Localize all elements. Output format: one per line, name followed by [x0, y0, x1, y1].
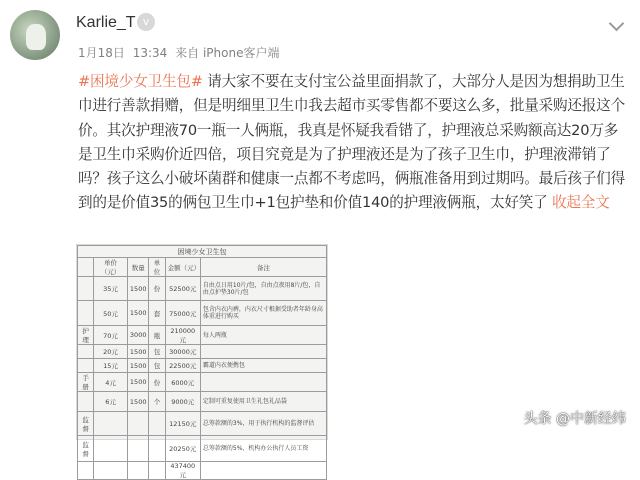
table-header-label	[78, 258, 94, 277]
table-cell-price: 4元	[94, 373, 128, 392]
table-cell-amount: 437400元	[165, 462, 200, 480]
table-header-amount: 金额（元）	[165, 258, 200, 277]
table-cell-unit: 份	[149, 373, 165, 392]
table-row	[78, 462, 327, 480]
table-cell-price	[94, 412, 128, 436]
table-row	[78, 326, 327, 345]
table-cell-price: 15元	[94, 359, 128, 373]
table-caption: 困境少女卫生包	[78, 246, 327, 258]
table-row	[78, 345, 327, 359]
table-cell-note: 总筹款额的5%，机构办公执行人员工资	[200, 436, 326, 462]
watermark: 头条 @中新经纬	[523, 411, 626, 427]
table-header-price: 单价（元）	[94, 258, 128, 277]
post-source: 来自 iPhone客户端	[175, 46, 280, 60]
table-row	[78, 392, 327, 412]
table-cell-qty: 1500	[127, 345, 149, 359]
table-row	[78, 301, 327, 326]
table-cell-amount: 6000元	[165, 373, 200, 392]
table-cell-label	[78, 392, 94, 412]
table-cell-unit	[149, 412, 165, 436]
table-cell-unit: 包	[149, 345, 165, 359]
table-cell-note	[200, 345, 326, 359]
table-body	[78, 277, 327, 480]
table-cell-qty: 3000	[127, 326, 149, 345]
table-cell-qty	[127, 436, 149, 462]
table-cell-note: 定制可重复使用卫生礼包礼品袋	[200, 392, 326, 412]
table-cell-label	[78, 359, 94, 373]
table-cell-unit: 瓶	[149, 326, 165, 345]
table-header-note: 备注	[200, 258, 326, 277]
table-row	[78, 373, 327, 392]
table-cell-amount: 75000元	[165, 301, 200, 326]
budget-table-image[interactable]	[76, 244, 328, 479]
table-header-row	[78, 258, 327, 277]
table-cell-unit: 个	[149, 392, 165, 412]
table-cell-note: 霸道内衣便携包	[200, 359, 326, 373]
table-cell-qty: 1500	[127, 277, 149, 301]
table-row	[78, 436, 327, 462]
post-body: 请大家不要在支付宝公益里面捐款了，大部分人是因为想捐助卫生巾进行善款捐赠，但是明细里卫生巾我去超市买零售都不要这么多，批量采购还报这个价。其次护理液70一瓶一人俩瓶，我真是怀疑我看错了，护理液总采购额高达20万多是卫生巾采购价近四倍，项目究竟是为了护理液还是为了孩子卫生巾，护理液滞销了吗？孩子这么小破坏菌群和健康一点都不考虑吗，俩瓶准备用到过期吗。最后孩子们得到的是价值35的俩包卫生巾+1包护垫和价值140的护理液俩瓶，太好笑了	[78, 73, 625, 212]
table-row	[78, 412, 327, 436]
table-cell-price: 35元	[94, 277, 128, 301]
table-cell-label: 护理	[78, 326, 94, 345]
table-cell-amount: 12150元	[165, 412, 200, 436]
table-cell-note: 自由点日用10片/包，自由点夜用8片/包，自由点护垫30片/包	[200, 277, 326, 301]
table-cell-qty: 1500	[127, 301, 149, 326]
table-cell-label: 监督	[78, 436, 94, 462]
table-cell-amount: 20250元	[165, 436, 200, 462]
table-cell-price	[94, 436, 128, 462]
table-row	[78, 359, 327, 373]
table-cell-unit	[149, 436, 165, 462]
avatar[interactable]	[10, 10, 60, 60]
table-cell-label: 监督	[78, 412, 94, 436]
table-cell-label	[78, 277, 94, 301]
table-cell-note: 包含内衣内裤，内衣尺寸根据受助者年龄身高体重进行购买	[200, 301, 326, 326]
username[interactable]: Karlie_T	[76, 14, 136, 31]
table-cell-amount: 210000元	[165, 326, 200, 345]
table-cell-unit	[149, 462, 165, 480]
budget-table	[77, 245, 327, 480]
table-cell-qty: 1500	[127, 373, 149, 392]
table-header-qty: 数量	[127, 258, 149, 277]
table-cell-price: 50元	[94, 301, 128, 326]
vip-badge-icon: v	[137, 13, 155, 31]
table-cell-qty: 1500	[127, 392, 149, 412]
post-date: 1月18日	[78, 46, 125, 60]
table-cell-qty	[127, 412, 149, 436]
table-cell-amount: 22500元	[165, 359, 200, 373]
table-cell-note: 每人两瓶	[200, 326, 326, 345]
table-cell-label	[78, 345, 94, 359]
table-cell-price: 6元	[94, 392, 128, 412]
table-cell-amount: 30000元	[165, 345, 200, 359]
table-header-unit: 单位	[149, 258, 165, 277]
collapse-text-link[interactable]: 收起全文	[552, 194, 610, 212]
table-cell-note	[200, 462, 326, 480]
table-cell-unit: 包	[149, 359, 165, 373]
post-time: 13:34	[132, 46, 168, 60]
chevron-down-icon[interactable]	[609, 16, 625, 32]
table-cell-note: 总筹款额的3%，用于执行机构的监督评估	[200, 412, 326, 436]
table-cell-unit: 份	[149, 277, 165, 301]
table-cell-unit: 套	[149, 301, 165, 326]
post-meta	[78, 44, 283, 61]
table-cell-qty: 1500	[127, 359, 149, 373]
table-cell-amount: 9000元	[165, 392, 200, 412]
table-row	[78, 277, 327, 301]
table-cell-amount: 52500元	[165, 277, 200, 301]
table-cell-label	[78, 301, 94, 326]
table-cell-price: 20元	[94, 345, 128, 359]
table-cell-price: 70元	[94, 326, 128, 345]
table-cell-label: 手册	[78, 373, 94, 392]
post-text	[78, 70, 630, 216]
table-cell-label	[78, 462, 94, 480]
hashtag-link[interactable]: #困境少女卫生包#	[78, 73, 203, 90]
table-cell-note	[200, 373, 326, 392]
table-cell-price	[94, 462, 128, 480]
table-cell-qty	[127, 462, 149, 480]
